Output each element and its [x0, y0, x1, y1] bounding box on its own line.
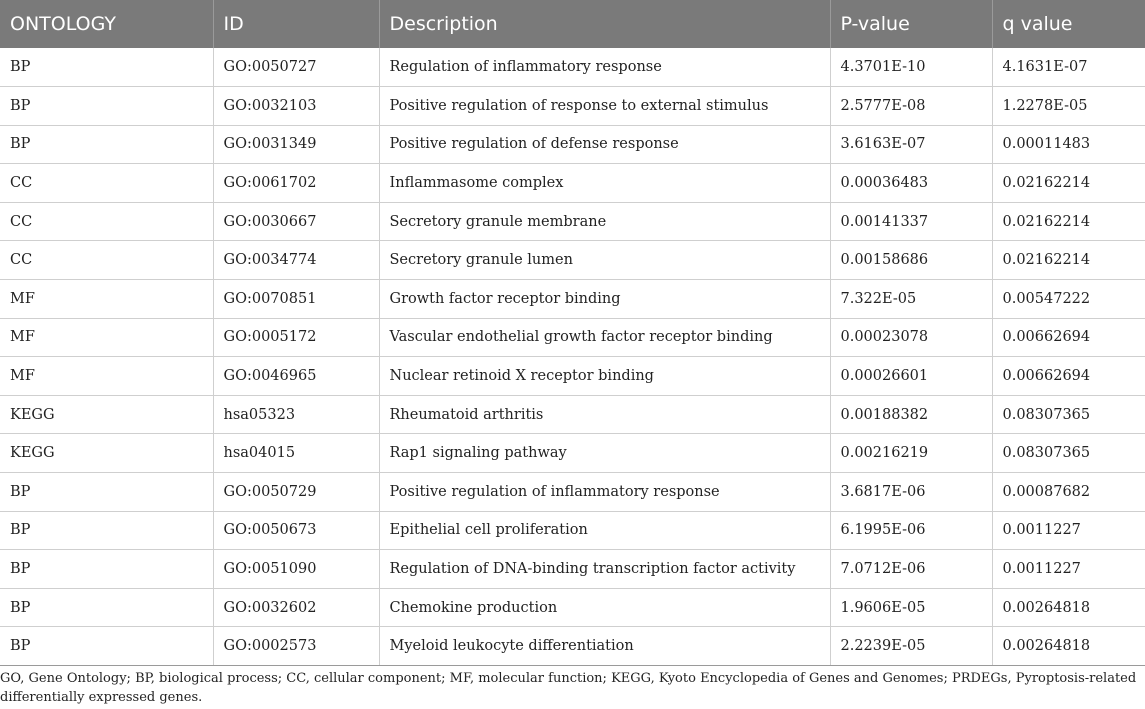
p-value-cell: 0.00036483	[830, 164, 992, 203]
header-id: ID	[213, 0, 379, 48]
table-row	[0, 241, 1145, 280]
id-cell: GO:0051090	[213, 550, 379, 589]
table-row	[0, 434, 1145, 473]
ontology-cell: BP	[0, 588, 213, 627]
table-header	[0, 0, 1145, 48]
description-cell: Rheumatoid arthritis	[379, 395, 830, 434]
id-cell: GO:0050729	[213, 473, 379, 512]
ontology-cell: BP	[0, 511, 213, 550]
q-value-cell: 0.02162214	[992, 164, 1145, 203]
q-value-cell: 0.00547222	[992, 280, 1145, 319]
ontology-cell: MF	[0, 280, 213, 319]
description-cell: Chemokine production	[379, 588, 830, 627]
id-cell: GO:0032602	[213, 588, 379, 627]
p-value-cell: 1.9606E-05	[830, 588, 992, 627]
ontology-cell: MF	[0, 318, 213, 357]
table-row	[0, 280, 1145, 319]
q-value-cell: 4.1631E-07	[992, 48, 1145, 87]
description-cell: Secretory granule membrane	[379, 202, 830, 241]
table-row	[0, 627, 1145, 666]
ontology-cell: MF	[0, 357, 213, 396]
p-value-cell: 7.322E-05	[830, 280, 992, 319]
p-value-cell: 0.00023078	[830, 318, 992, 357]
p-value-cell: 0.00188382	[830, 395, 992, 434]
p-value-cell: 2.5777E-08	[830, 87, 992, 126]
id-cell: GO:0070851	[213, 280, 379, 319]
ontology-cell: CC	[0, 202, 213, 241]
id-cell: GO:0005172	[213, 318, 379, 357]
table-row	[0, 125, 1145, 164]
id-cell: GO:0034774	[213, 241, 379, 280]
q-value-cell: 0.0011227	[992, 511, 1145, 550]
id-cell: hsa05323	[213, 395, 379, 434]
description-cell: Vascular endothelial growth factor receptor binding	[379, 318, 830, 357]
table-row	[0, 48, 1145, 87]
header-p-value: P-value	[830, 0, 992, 48]
p-value-cell: 0.00216219	[830, 434, 992, 473]
id-cell: GO:0002573	[213, 627, 379, 666]
table-row	[0, 511, 1145, 550]
description-cell: Positive regulation of inflammatory response	[379, 473, 830, 512]
q-value-cell: 0.0011227	[992, 550, 1145, 589]
table-row	[0, 473, 1145, 512]
q-value-cell: 0.00011483	[992, 125, 1145, 164]
description-cell: Growth factor receptor binding	[379, 280, 830, 319]
header-ontology: ONTOLOGY	[10, 13, 116, 35]
table-row	[0, 318, 1145, 357]
id-cell: GO:0030667	[213, 202, 379, 241]
ontology-cell: BP	[0, 48, 213, 87]
ontology-cell: KEGG	[0, 395, 213, 434]
p-value-cell: 0.00141337	[830, 202, 992, 241]
q-value-cell: 0.00087682	[992, 473, 1145, 512]
p-value-cell: 6.1995E-06	[830, 511, 992, 550]
ontology-cell: BP	[0, 125, 213, 164]
table-row	[0, 588, 1145, 627]
q-value-cell: 0.00264818	[992, 588, 1145, 627]
id-cell: GO:0061702	[213, 164, 379, 203]
description-cell: Positive regulation of response to external stimulus	[379, 87, 830, 126]
p-value-cell: 2.2239E-05	[830, 627, 992, 666]
q-value-cell: 0.08307365	[992, 434, 1145, 473]
ontology-cell: BP	[0, 473, 213, 512]
q-value-cell: 0.02162214	[992, 241, 1145, 280]
ontology-cell: BP	[0, 627, 213, 666]
description-cell: Positive regulation of defense response	[379, 125, 830, 164]
id-cell: GO:0050727	[213, 48, 379, 87]
q-value-cell: 0.08307365	[992, 395, 1145, 434]
p-value-cell: 3.6817E-06	[830, 473, 992, 512]
header-row	[0, 0, 1145, 48]
p-value-cell: 0.00158686	[830, 241, 992, 280]
p-value-cell: 7.0712E-06	[830, 550, 992, 589]
p-value-cell: 3.6163E-07	[830, 125, 992, 164]
ontology-cell: CC	[0, 241, 213, 280]
table-row	[0, 202, 1145, 241]
description-cell: Rap1 signaling pathway	[379, 434, 830, 473]
q-value-cell: 0.00662694	[992, 318, 1145, 357]
table-row	[0, 357, 1145, 396]
description-cell: Nuclear retinoid X receptor binding	[379, 357, 830, 396]
p-value-cell: 4.3701E-10	[830, 48, 992, 87]
description-cell: Regulation of DNA-binding transcription factor activity	[379, 550, 830, 589]
ontology-cell: BP	[0, 550, 213, 589]
description-cell: Epithelial cell proliferation	[379, 511, 830, 550]
description-cell: Secretory granule lumen	[379, 241, 830, 280]
ontology-cell: CC	[0, 164, 213, 203]
id-cell: GO:0031349	[213, 125, 379, 164]
p-value-cell: 0.00026601	[830, 357, 992, 396]
header-q-value: q value	[992, 0, 1145, 48]
table-body	[0, 48, 1145, 666]
ontology-cell: BP	[0, 87, 213, 126]
ontology-cell: KEGG	[0, 434, 213, 473]
description-cell: Regulation of inflammatory response	[379, 48, 830, 87]
q-value-cell: 0.00662694	[992, 357, 1145, 396]
id-cell: hsa04015	[213, 434, 379, 473]
description-cell: Myeloid leukocyte differentiation	[379, 627, 830, 666]
table-row	[0, 550, 1145, 589]
q-value-cell: 0.02162214	[992, 202, 1145, 241]
q-value-cell: 0.00264818	[992, 627, 1145, 666]
table-row	[0, 87, 1145, 126]
description-cell: Inflammasome complex	[379, 164, 830, 203]
header-description: Description	[379, 0, 830, 48]
table-row	[0, 395, 1145, 434]
table-footnote: GO, Gene Ontology; BP, biological process; CC, cellular component; MF, molecular function; KEGG, Kyoto Encyclopedia of Genes and Genomes; PRDEGs, Pyroptosis-related differentially expressed genes.	[0, 671, 1137, 705]
table-row	[0, 164, 1145, 203]
id-cell: GO:0050673	[213, 511, 379, 550]
id-cell: GO:0046965	[213, 357, 379, 396]
id-cell: GO:0032103	[213, 87, 379, 126]
q-value-cell: 1.2278E-05	[992, 87, 1145, 126]
